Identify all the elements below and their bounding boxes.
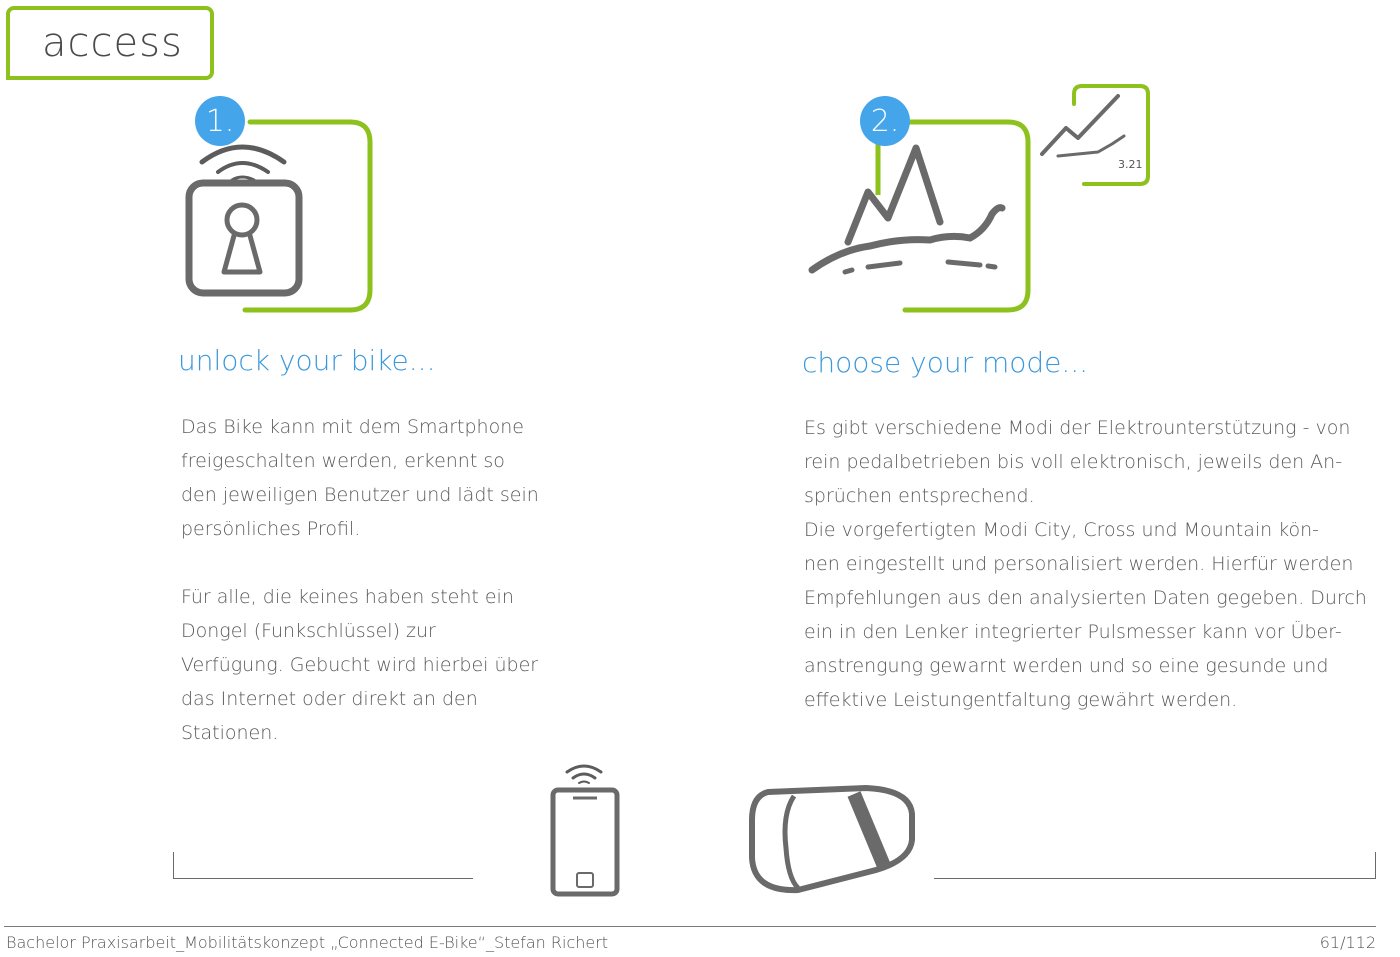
smartphone-wireless-icon (545, 756, 625, 901)
step-1-title: unlock your bike... (178, 344, 436, 377)
section-label: access (42, 20, 183, 66)
step-2-text: Es gibt verschiedene Modi der Elektrounterstützung - von rein pedalbetrieben bis voll elektronisch, jeweils den An- sprüchen entsprechend. Die vorgefertigten Modi City, Cross und Mountain kön- nen eingestellt und personalisiert werden. Hierfür werden Empfehlungen aus den analysierten Daten gegeben. Durch ein in den Lenker integrierter Pulsmesser kann vor Über- anstrengung gewarnt werden und so eine gesunde und effektive Leistungentfaltung gewährt werden. (804, 417, 1367, 711)
step-2-title: choose your mode... (802, 346, 1089, 379)
mountain-icon (800, 110, 1040, 320)
right-bracket-line (934, 852, 1376, 879)
graph-value-label: 3.21 (1118, 158, 1143, 171)
line-graph-icon (1036, 82, 1156, 192)
dongle-icon (746, 784, 922, 898)
footer-divider (4, 926, 1376, 927)
step-1-text: Das Bike kann mit dem Smartphone freigeschalten werden, erkennt so den jeweiligen Benutzer und lädt sein persönliches Profil. Für alle, die keines haben steht ein Dongel (Funkschlüssel) zur Verfügung. Gebucht wird hierbei über das Internet oder direkt an den Stationen. (181, 416, 539, 744)
step-2-badge: 2. (860, 96, 910, 146)
step-1-badge: 1. (195, 96, 245, 146)
page-number: 61/112 (1319, 933, 1376, 952)
left-bracket-line (173, 852, 473, 879)
footer-title: Bachelor Praxisarbeit_Mobilitätskonzept „Connected E-Bike“_Stefan Richert (6, 933, 609, 952)
